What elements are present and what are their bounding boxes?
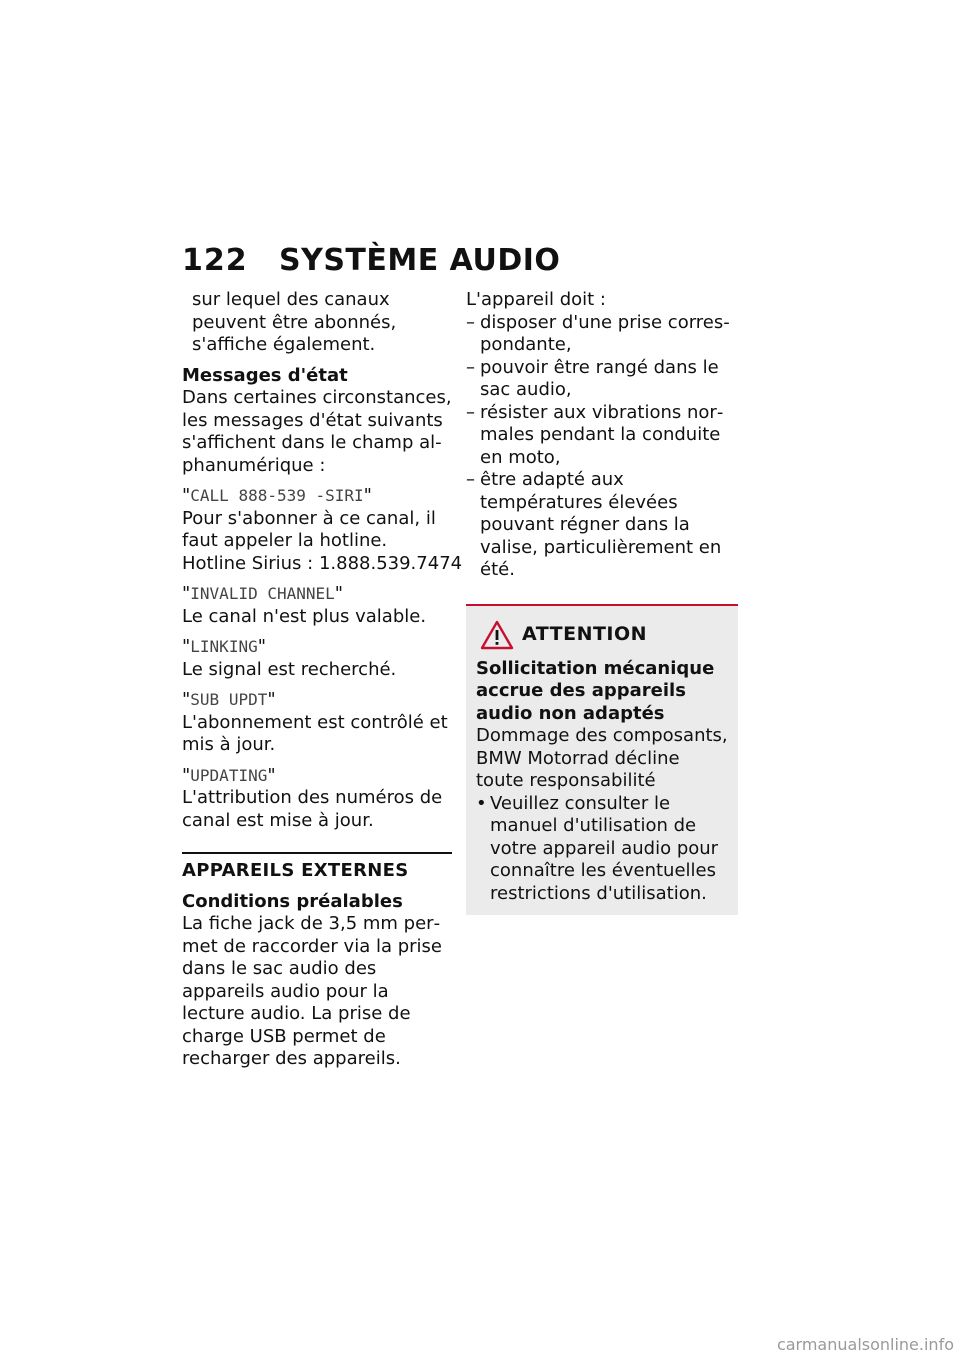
warning-triangle-icon <box>480 620 514 650</box>
status-message-linking: "LINKING" Le signal est recherché. <box>182 636 452 681</box>
page-header <box>182 243 560 278</box>
status-description: L'abonnement est contrôlé et mis à jour. <box>182 711 448 755</box>
hotline-label: Hotline Sirius : <box>182 552 314 574</box>
warning-actions <box>476 793 728 906</box>
section-title: APPAREILS EXTERNES <box>182 860 409 881</box>
warning-header <box>476 620 728 650</box>
status-code: CALL 888-539 -SIRI <box>190 486 364 505</box>
status-message-updating: "UPDATING" L'attribution des numéros de canal est mise à jour. <box>182 765 452 833</box>
status-intro: Dans certaines circonstances, les messages d'état suivants s'affichent dans le champ alphanumérique : <box>182 387 452 476</box>
section-divider <box>182 852 452 883</box>
watermark: carmanualsonline.info <box>776 1335 954 1354</box>
list-item: • Veuillez consulter le manuel d'utilisation de votre appareil audio pour connaître les éventuelles restrictions d'utilisation. <box>476 793 728 906</box>
status-code: SUB UPDT <box>190 690 268 709</box>
list-item: – pouvoir être rangé dans le sac audio, <box>466 357 738 402</box>
page-number: 122 <box>182 243 248 278</box>
list-item: – résister aux vibrations normales pendant la conduite en moto, <box>466 402 738 470</box>
status-heading: Messages d'état <box>182 364 348 386</box>
warning-title: ATTENTION <box>522 623 648 646</box>
warning-consequence: Dommage des composants, BMW Motorrad décline toute responsabilité <box>476 725 728 791</box>
status-description: Pour s'abonner à ce canal, il faut appeler la hotline. <box>182 507 436 551</box>
device-intro: L'appareil doit : <box>466 289 606 310</box>
status-message-sub-updt: "SUB UPDT" L'abonnement est contrôlé et mis à jour. <box>182 689 452 757</box>
prereq-text: La fiche jack de 3,5 mm permet de raccorder via la prise dans le sac audio des appareils audio pour la lecture audio. La prise de charge USB permet de recharger des appareils. <box>182 913 442 1069</box>
left-column <box>182 289 463 1071</box>
status-description: L'attribution des numéros de canal est mise à jour. <box>182 787 443 831</box>
prereq-heading: Conditions préalables <box>182 890 403 912</box>
list-item: – être adapté aux températures élevées pouvant régner dans la valise, particulièrement en été. <box>466 469 738 582</box>
status-code: INVALID CHANNEL <box>190 584 335 603</box>
hotline-line <box>182 552 463 576</box>
status-description: Le signal est recherché. <box>182 658 397 680</box>
status-message-invalid-channel: "INVALID CHANNEL" Le canal n'est plus valable. <box>182 583 452 628</box>
status-code: LINKING <box>190 637 258 656</box>
status-code: UPDATING <box>190 765 268 785</box>
page-title: SYSTÈME AUDIO <box>279 243 561 278</box>
status-message-call: "CALL 888-539 -SIRI" Pour s'abonner à ce canal, il faut appeler la hotline. Hotline Sirius : 1.888.539.7474 <box>182 485 463 574</box>
intro-continuation: sur lequel des canaux peuvent être abonnés, s'affiche également. <box>192 289 397 355</box>
requirements-list <box>466 312 738 582</box>
status-description: Le canal n'est plus valable. <box>182 605 427 627</box>
right-column <box>466 289 738 915</box>
warning-box <box>466 604 738 916</box>
warning-subheading: Sollicitation mécanique accrue des appareils audio non adaptés <box>476 657 715 724</box>
list-item: – disposer d'une prise correspondante, <box>466 312 738 357</box>
hotline-number: 1.888.539.7474 <box>318 552 463 574</box>
